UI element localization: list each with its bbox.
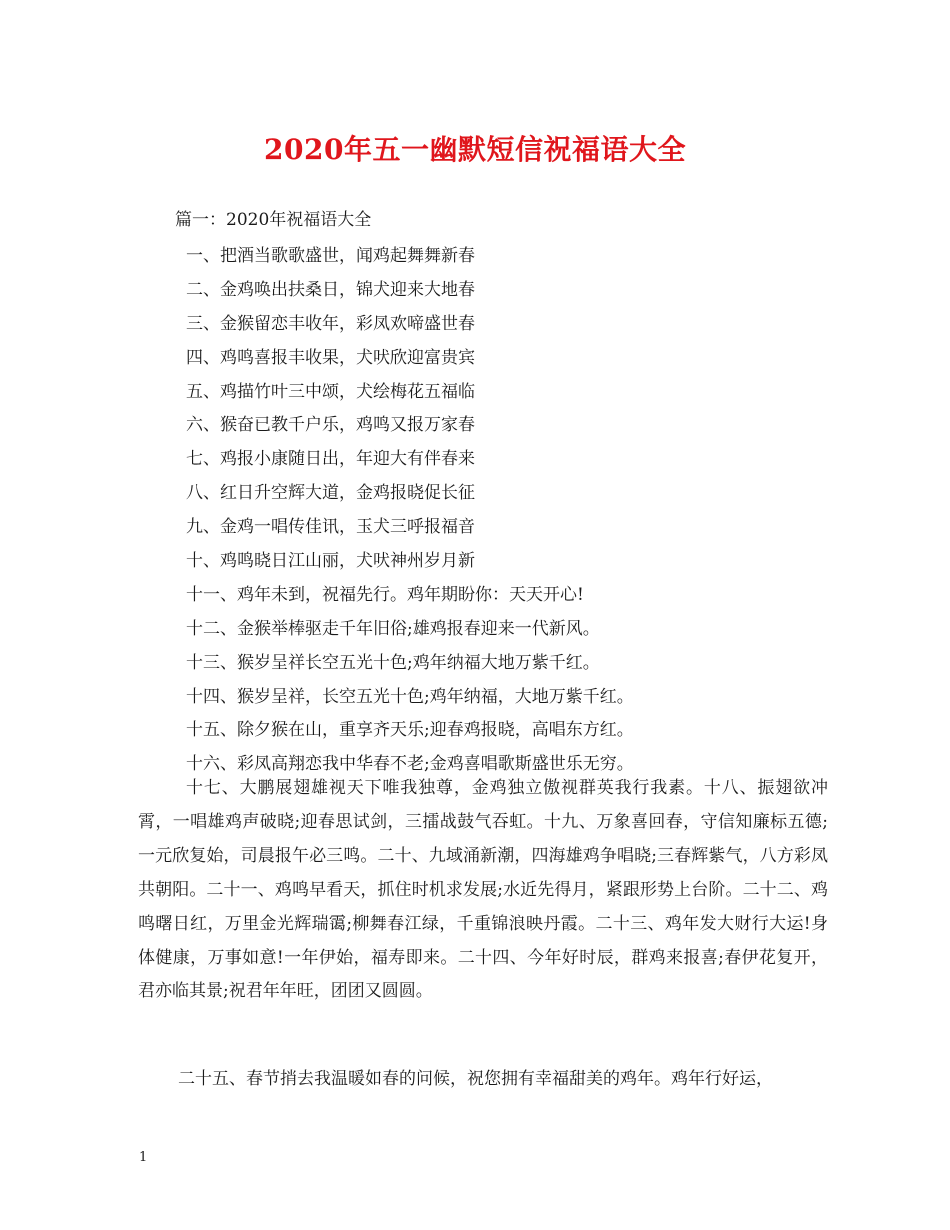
list-item: 十、鸡鸣晓日江山丽，犬吠神州岁月新 bbox=[186, 551, 475, 572]
list-item: 六、猴奋已教千户乐，鸡鸣又报万家春 bbox=[186, 415, 475, 436]
list-item: 四、鸡鸣喜报丰收果，犬吠欣迎富贵宾 bbox=[186, 347, 475, 368]
list-item: 七、鸡报小康随日出，年迎大有伴春来 bbox=[186, 449, 475, 470]
list-item: 十三、猴岁呈祥长空五光十色;鸡年纳福大地万紫千红。 bbox=[186, 652, 600, 673]
list-item: 一、把酒当歌歌盛世，闻鸡起舞舞新春 bbox=[186, 246, 475, 266]
list-item: 三、金猴留恋丰收年，彩凤欢啼盛世春 bbox=[186, 313, 475, 334]
list-item: 八、红日升空辉大道，金鸡报晓促长征 bbox=[186, 483, 475, 504]
page-title: 2020年五一幽默短信祝福语大全 bbox=[264, 133, 686, 166]
list-item: 九、金鸡一唱传佳讯，玉犬三呼报福音 bbox=[186, 517, 475, 538]
body-paragraph: 十七、大鹏展翅雄视天下唯我独尊，金鸡独立傲视群英我行我素。十八、振翅欲冲霄，一唱雄鸡声破晓;迎春思试剑，三擂战鼓气吞虹。十九、万象喜回春，守信知廉标五德;一元欣复始，司晨报午必三鸣。二十、九域涌新潮，四海雄鸡争唱晓;三春辉紫气，八方彩凤共朝阳。二十一、鸡鸣早看天，抓住时机求发展;水近先得月，紧跟形势上台阶。二十二、鸡鸣曙日红，万里金光辉瑞霭;柳舞春江绿，千重锦浪映丹霞。二十三、鸡年发大财行大运!身体健康，万事如意!一年伊始，福寿即来。二十四、今年好时辰，群鸡来报喜;春伊花复开，君亦临其景;祝君年年旺，团团又圆圆。 bbox=[138, 778, 828, 1002]
list-item: 十四、猴岁呈祥，长空五光十色;鸡年纳福，大地万紫千红。 bbox=[186, 686, 634, 707]
blessing-list bbox=[186, 240, 634, 782]
body-paragraph: 二十五、春节捎去我温暖如春的问候，祝您拥有幸福甜美的鸡年。鸡年行好运， bbox=[178, 1069, 773, 1089]
page-number: 1 bbox=[139, 1150, 148, 1165]
list-item: 十一、鸡年未到，祝福先行。鸡年期盼你：天天开心! bbox=[186, 584, 584, 605]
list-item: 十五、除夕猴在山，重享齐天乐;迎春鸡报晓，高唱东方红。 bbox=[186, 720, 634, 741]
list-item: 二、金鸡唤出扶桑日，锦犬迎来大地春 bbox=[186, 279, 475, 300]
section-heading: 篇一：2020年祝福语大全 bbox=[175, 210, 372, 230]
list-item: 十六、彩凤高翔恋我中华春不老;金鸡喜唱歌斯盛世乐无穷。 bbox=[186, 754, 634, 775]
list-item: 五、鸡描竹叶三中颂，犬绘梅花五福临 bbox=[186, 381, 475, 402]
list-item: 十二、金猴举棒驱走千年旧俗;雄鸡报春迎来一代新风。 bbox=[186, 618, 600, 639]
